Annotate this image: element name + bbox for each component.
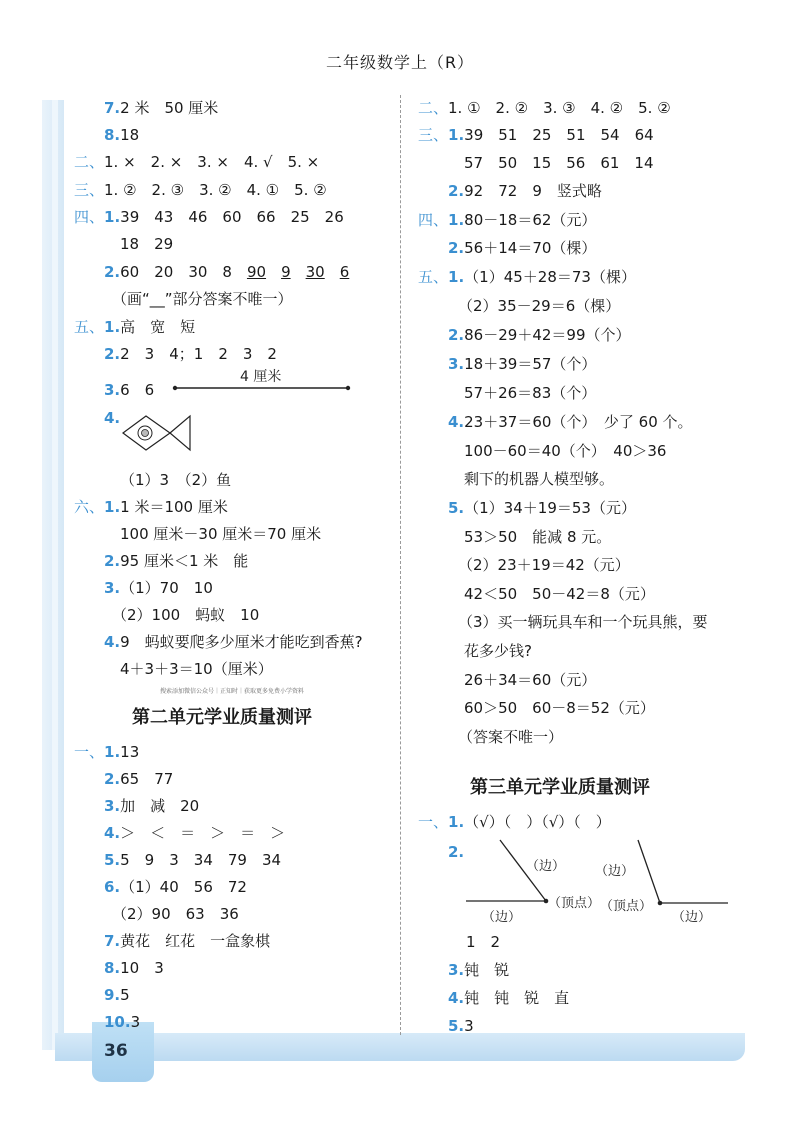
- answer-row: 6.（1）40 56 72: [104, 878, 247, 896]
- watermark-text: 搜索添加微信公众号｜正知时｜获取更多免费小学资料: [160, 688, 305, 695]
- answer-row: 100 厘米－30 厘米＝70 厘米: [120, 525, 322, 543]
- answer-row: 一、1.（√）（ ）（√）（ ）: [418, 813, 611, 831]
- answer-row: 7.黄花 红花 一盒象棋: [104, 932, 271, 950]
- answer-row: 4.: [104, 409, 121, 427]
- answer-row: 剩下的机器人模型够。: [464, 470, 615, 488]
- answer-row: 53＞50 能减 8 元。: [464, 528, 612, 546]
- answer-row: 一、1.13: [74, 743, 140, 761]
- answer-row: 100－60＝40（个） 40＞36: [464, 442, 667, 460]
- answer-row: （2）100 蚂蚁 10: [112, 606, 260, 624]
- answer-row: 3.18＋39＝57（个）: [448, 355, 597, 373]
- page-margin-stripe-inner: [52, 100, 58, 1050]
- answer-row: 42＜50 50－42＝8（元）: [464, 585, 655, 603]
- answer-row: （2）23＋19＝42（元）: [458, 556, 630, 574]
- fish-figure: [118, 408, 198, 458]
- answer-row: 五、1.高 宽 短: [74, 318, 196, 336]
- answer-row: 7.2 米 50 厘米: [104, 99, 219, 117]
- vertex-label: （顶点）: [600, 899, 653, 914]
- answer-row: （3）买一辆玩具车和一个玩具熊，要: [458, 613, 708, 631]
- answer-row: 8.10 3: [104, 959, 164, 977]
- answer-row: 4.＞ ＜ ＝ ＞ ＝ ＞: [104, 824, 286, 842]
- answer-row: 57＋26＝83（个）: [464, 384, 597, 402]
- answer-row: 二、1. × 2. × 3. × 4. √ 5. ×: [74, 153, 320, 171]
- answer-row: 2.: [448, 843, 465, 861]
- answer-row: 4＋3＋3＝10（厘米）: [120, 660, 273, 678]
- answer-row: 3.（1）70 10: [104, 579, 213, 597]
- answer-row: 8.18: [104, 126, 140, 144]
- answer-row: 2.56＋14＝70（棵）: [448, 239, 597, 257]
- edge-label: （边）: [526, 859, 566, 874]
- answer-row: 四、1.80－18＝62（元）: [418, 211, 597, 229]
- answer-row: 5.（1）34＋19＝53（元）: [448, 499, 636, 517]
- answer-row: 2.65 77: [104, 770, 174, 788]
- answer-row: 10.3: [104, 1013, 141, 1031]
- answer-row: 4.9 蚂蚁要爬多少厘米才能吃到香蕉?: [104, 633, 363, 651]
- vertex-label: （顶点）: [548, 896, 601, 911]
- answer-row: 60＞50 60－8＝52（元）: [464, 699, 655, 717]
- answer-row: 三、1. ② 2. ③ 3. ② 4. ① 5. ②: [74, 181, 327, 199]
- answer-row: 18 29: [120, 235, 174, 253]
- answer-row: 五、1.（1）45＋28＝73（棵）: [418, 268, 636, 286]
- column-divider: [400, 95, 401, 1035]
- answer-row: （2）90 63 36: [112, 905, 239, 923]
- answer-row: 26＋34＝60（元）: [464, 671, 597, 689]
- edge-label: （边）: [595, 864, 635, 879]
- answer-row: 四、1.39 43 46 60 66 25 26: [74, 208, 344, 226]
- answer-row: 2.2 3 4；1 2 3 2: [104, 345, 277, 363]
- answer-note: （画“__”部分答案不唯一）: [112, 290, 293, 308]
- unit3-title: 第三单元学业质量测评: [470, 777, 650, 798]
- angle-figure: [460, 835, 740, 930]
- segment-length-label: 4 厘米: [240, 369, 282, 385]
- answer-row: 三、1.39 51 25 51 54 64: [418, 126, 654, 144]
- answer-row: （1）3 （2）鱼: [120, 471, 232, 489]
- answer-row: 4.钝 钝 锐 直: [448, 989, 570, 1007]
- answer-row: 4.23＋37＝60（个） 少了 60 个。: [448, 413, 693, 431]
- answer-row: 3.6 6: [104, 381, 155, 399]
- unit2-title: 第二单元学业质量测评: [132, 707, 312, 728]
- answer-row: 六、1.1 米＝100 厘米: [74, 498, 228, 516]
- answer-row: 5.5 9 3 34 79 34: [104, 851, 282, 869]
- edge-label: （边）: [482, 910, 522, 925]
- answer-row: 5.3: [448, 1017, 474, 1035]
- answer-row: 2.86－29＋42＝99（个）: [448, 326, 631, 344]
- answer-row: 2.60 20 30 8 90 9 30 6: [104, 263, 350, 281]
- answer-row: 2.92 72 9 竖式略: [448, 182, 602, 200]
- answer-row: 二、1. ① 2. ② 3. ③ 4. ② 5. ②: [418, 99, 671, 117]
- answer-row: 9.5: [104, 986, 130, 1004]
- answer-row: 3.加 减 20: [104, 797, 200, 815]
- footer-band: [55, 1033, 745, 1061]
- answer-row: 1 2: [466, 933, 501, 951]
- edge-label: （边）: [672, 910, 712, 925]
- page-number: 36: [104, 1041, 128, 1061]
- page-title: 二年级数学上（R）: [325, 53, 475, 72]
- line-segment-figure: [170, 366, 360, 396]
- answer-row: （2）35－29＝6（棵）: [458, 297, 621, 315]
- answer-row: 3.钝 锐: [448, 961, 510, 979]
- answer-row: 57 50 15 56 61 14: [464, 154, 654, 172]
- answer-row: 花多少钱?: [464, 642, 532, 660]
- answer-row: 2.95 厘米＜1 米 能: [104, 552, 249, 570]
- answer-note: （答案不唯一）: [458, 728, 564, 746]
